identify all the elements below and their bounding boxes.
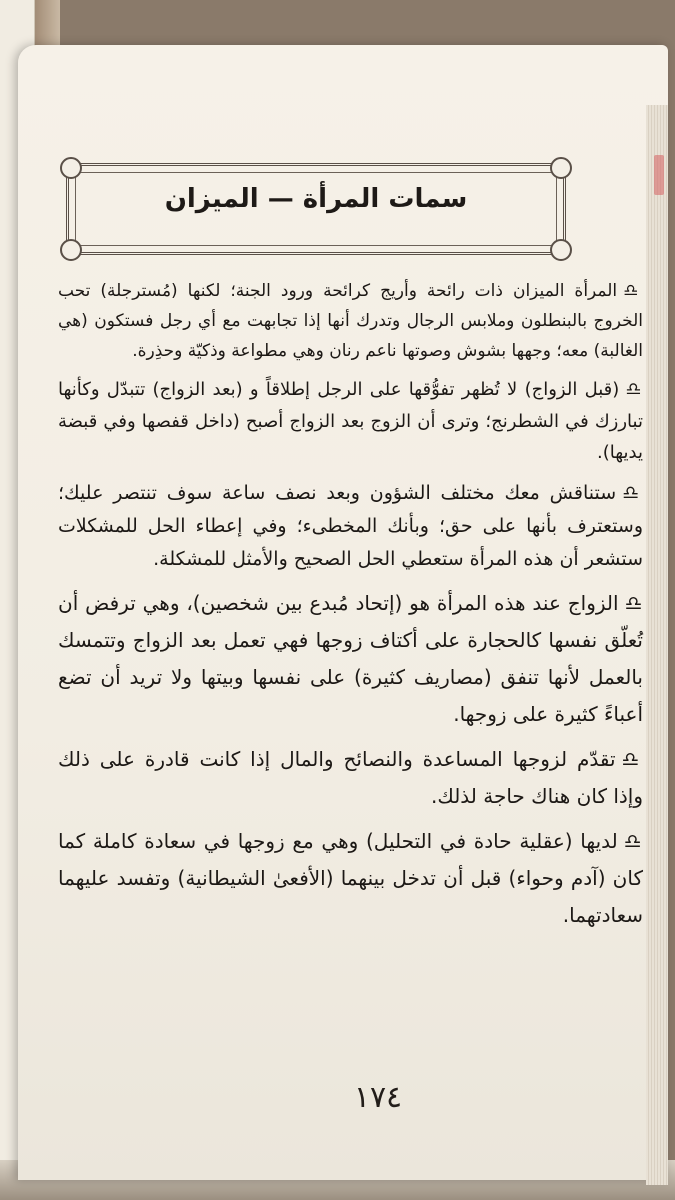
page-title: سمات المرأة — الميزان (164, 184, 468, 214)
paragraph (58, 741, 643, 815)
libra-icon: ♎ (622, 481, 643, 504)
libra-icon: ♎ (623, 281, 643, 301)
paragraph (58, 277, 643, 366)
page-number: ١٧٤ (353, 1080, 403, 1115)
libra-icon: ♎ (624, 590, 643, 615)
libra-icon: ♎ (623, 828, 643, 853)
paragraph-text: (قبل الزواج) لا تُظهر تفوُّقها على الرجل إطلاقاً و (بعد الزواج) تتبدّل وكأنها تبارزك في الشطرنج؛ وترى أن الزوج بعد الزواج أصبح (داخل قفصها وفي قبضة يديها). (58, 379, 643, 464)
corner-ornament (60, 239, 82, 261)
paragraph-text: الزواج عند هذه المرأة هو (إتحاد مُبدع بين شخصين)، وهي ترفض أن تُعلّق نفسها كالحجارة على أكتاف زوجها فهي تعمل بعد الزواج وتتمسك بالعمل لأنها تنفق (مصاريف كثيرة) على نفسها وبيتها ولا تريد أن تضع أعباءً كثيرة على زوجها. (58, 590, 643, 726)
corner-ornament (60, 157, 82, 179)
libra-icon: ♎ (621, 746, 643, 771)
page-marker (654, 155, 664, 195)
paragraph-text: ستناقش معك مختلف الشؤون وبعد نصف ساعة سوف تنتصر عليك؛ وستعترف بأنها على حق؛ وبأنك المخطىء؛ وفي إعطاء الحل للمشكلات ستشعر أن هذه المرأة ستعطي الحل الصحيح والأمثل للمشكلة. (58, 481, 643, 571)
page-stack-edge (646, 105, 668, 1185)
corner-ornament (550, 239, 572, 261)
page-body (58, 277, 643, 942)
libra-icon: ♎ (625, 379, 643, 401)
paragraph (58, 374, 643, 469)
corner-ornament (550, 157, 572, 179)
title-frame (66, 163, 566, 255)
book-page (18, 45, 668, 1180)
paragraph (58, 477, 643, 577)
paragraph (58, 823, 643, 934)
paragraph-text: تقدّم لزوجها المساعدة والنصائح والمال إذا كانت قادرة على ذلك وإذا كان هناك حاجة لذلك. (58, 746, 643, 808)
paragraph (58, 585, 643, 733)
paragraph-text: لديها (عقلية حادة في التحليل) وهي مع زوجها في سعادة كاملة كما كان (آدم وحواء) قبل أن تدخل بينهما (الأفعىٰ الشيطانية) وتفسد عليهما سعادتهما. (58, 828, 643, 927)
paragraph-text: المرأة الميزان ذات رائحة وأريج كرائحة ورود الجنة؛ لكنها (مُسترجلة) تحب الخروج بالبنطلون وملابس الرجال وتدرك أنها إذا تجابهت مع أي رجل فستكون (هي الغالبة) معه؛ وجهها بشوش وصوتها ناعم رنان وهي مطواعة وذكيّة وحذِرة. (58, 281, 643, 361)
